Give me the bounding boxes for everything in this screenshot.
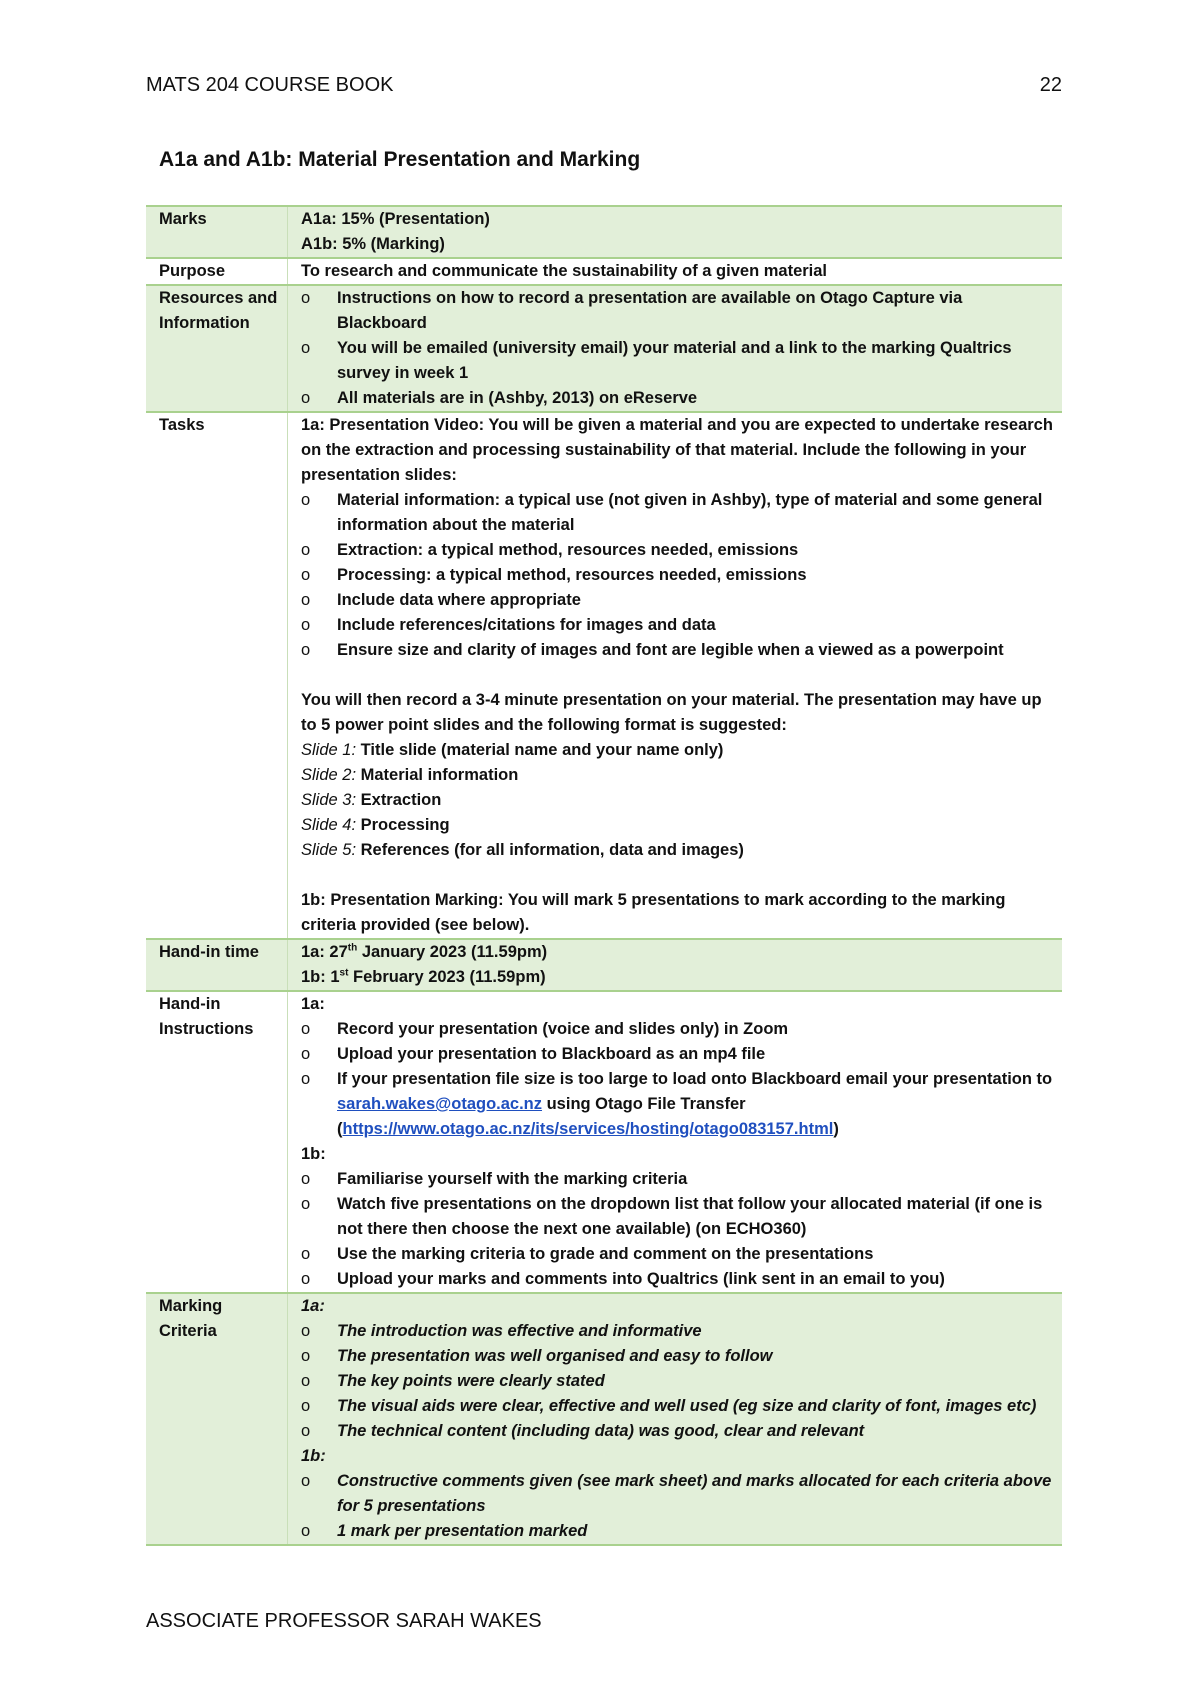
marks-content <box>288 206 1063 258</box>
list-item: o Ensure size and clarity of images and font are legible when a viewed as a powerpoint <box>301 638 1056 663</box>
bullet-icon: o <box>301 1422 311 1440</box>
page-number: 22 <box>1039 74 1062 96</box>
bullet-icon: o <box>301 1397 311 1415</box>
list-item: o Material information: a typical use (not given in Ashby), type of material and some general information about the material <box>301 488 1056 538</box>
list-item: o The presentation was well organised and easy to follow <box>301 1344 1056 1369</box>
criteria-1b-heading: 1b: <box>301 1447 326 1465</box>
page-footer: ASSOCIATE PROFESSOR SARAH WAKES <box>146 1610 542 1632</box>
label-handin-time: Hand-in time <box>146 939 288 991</box>
slide-line: Slide 5: References (for all information, data and images) <box>301 841 744 859</box>
list-item: o Instructions on how to record a presentation are available on Otago Capture via Blackboard <box>301 286 1056 336</box>
label-tasks: Tasks <box>146 412 288 939</box>
list-item: o The key points were clearly stated <box>301 1369 1056 1394</box>
marking-criteria-content <box>288 1293 1063 1545</box>
bullet-icon: o <box>301 541 311 559</box>
bullet-icon: o <box>301 641 311 659</box>
row-purpose <box>146 258 1062 285</box>
list-item: o Familiarise yourself with the marking criteria <box>301 1167 1056 1192</box>
bullet-icon: o <box>301 1170 311 1188</box>
bullet-icon: o <box>301 1020 311 1038</box>
tasks-content <box>288 412 1063 939</box>
resources-list <box>288 285 1063 412</box>
bullet-icon: o <box>301 339 311 357</box>
section-title: A1a and A1b: Material Presentation and Marking <box>159 148 641 171</box>
row-marking-criteria <box>146 1293 1062 1545</box>
bullet-icon: o <box>301 491 311 509</box>
list-item: o If your presentation file size is too large to load onto Blackboard email your presentation to sarah.wakes@otago.ac.nz using Otago File Transfer (https://www.otago.ac.nz/its/services/hosting/otago083157.html) <box>301 1067 1056 1142</box>
bullet-icon: o <box>301 566 311 584</box>
assignment-table <box>146 205 1062 1546</box>
email-link[interactable]: sarah.wakes@otago.ac.nz <box>337 1095 543 1113</box>
criteria-1a-heading: 1a: <box>301 1297 325 1315</box>
bullet-icon: o <box>301 289 311 307</box>
bullet-icon: o <box>301 616 311 634</box>
bullet-icon: o <box>301 1245 311 1263</box>
handin-1a-heading: 1a: <box>301 995 325 1013</box>
slide-line: Slide 3: Extraction <box>301 791 442 809</box>
list-item: o Extraction: a typical method, resources needed, emissions <box>301 538 1056 563</box>
bullet-icon: o <box>301 1522 311 1540</box>
bullet-icon: o <box>301 1045 311 1063</box>
handin-instructions-content <box>288 991 1063 1293</box>
label-resources: Resources and Information <box>146 285 288 412</box>
tasks-record-text: You will then record a 3-4 minute presentation on your material. The presentation may have up to 5 power point slides and the following format is suggested: <box>301 691 1042 734</box>
handin-1b-heading: 1b: <box>301 1145 326 1163</box>
bullet-icon: o <box>301 1195 311 1213</box>
list-item: o You will be emailed (university email) your material and a link to the marking Qualtrics survey in week 1 <box>301 336 1056 386</box>
handin-time-1b: 1b: 1st February 2023 (11.59pm) <box>301 967 546 986</box>
tasks-intro: 1a: Presentation Video: You will be given a material and you are expected to undertake research on the extraction and processing sustainability of that material. Include the following in your presentation slides: <box>301 416 1053 484</box>
list-item: o Record your presentation (voice and slides only) in Zoom <box>301 1017 1056 1042</box>
handin-time-1a: 1a: 27th January 2023 (11.59pm) <box>301 942 548 961</box>
list-item: o All materials are in (Ashby, 2013) on eReserve <box>301 386 1056 411</box>
slide-line: Slide 2: Material information <box>301 766 519 784</box>
page-header <box>146 74 1062 104</box>
list-item: o The technical content (including data) was good, clear and relevant <box>301 1419 1056 1444</box>
bullet-icon: o <box>301 1472 311 1490</box>
course-book-title: MATS 204 COURSE BOOK <box>146 74 394 96</box>
row-handin-instructions <box>146 991 1062 1293</box>
marks-a1b: A1b: 5% (Marking) <box>301 235 445 253</box>
label-marks: Marks <box>146 206 288 258</box>
slide-line: Slide 4: Processing <box>301 816 450 834</box>
tasks-marking-1b: 1b: Presentation Marking: You will mark 5 presentations to mark according to the marking criteria provided (see below). <box>301 891 1006 934</box>
handin-time-content <box>288 939 1063 991</box>
list-item: o Include references/citations for images and data <box>301 613 1056 638</box>
bullet-icon: o <box>301 1070 311 1088</box>
label-purpose: Purpose <box>146 258 288 285</box>
purpose-text: To research and communicate the sustainability of a given material <box>288 258 1063 285</box>
row-tasks <box>146 412 1062 939</box>
bullet-icon: o <box>301 1347 311 1365</box>
bullet-icon: o <box>301 1372 311 1390</box>
bullet-icon: o <box>301 1270 311 1288</box>
list-item: o Upload your presentation to Blackboard as an mp4 file <box>301 1042 1056 1067</box>
bullet-icon: o <box>301 591 311 609</box>
row-marks <box>146 206 1062 258</box>
list-item: o Include data where appropriate <box>301 588 1056 613</box>
bullet-icon: o <box>301 1322 311 1340</box>
list-item: o Constructive comments given (see mark sheet) and marks allocated for each criteria above for 5 presentations <box>301 1469 1056 1519</box>
slide-line: Slide 1: Title slide (material name and your name only) <box>301 741 724 759</box>
list-item: o 1 mark per presentation marked <box>301 1519 1056 1544</box>
list-item: o Processing: a typical method, resources needed, emissions <box>301 563 1056 588</box>
row-handin-time <box>146 939 1062 991</box>
list-item: o Use the marking criteria to grade and comment on the presentations <box>301 1242 1056 1267</box>
list-item: o The introduction was effective and informative <box>301 1319 1056 1344</box>
label-handin-instructions: Hand-in Instructions <box>146 991 288 1293</box>
marks-a1a: A1a: 15% (Presentation) <box>301 210 490 228</box>
list-item: o The visual aids were clear, effective and well used (eg size and clarity of font, images etc) <box>301 1394 1056 1419</box>
label-marking-criteria: Marking Criteria <box>146 1293 288 1545</box>
row-resources <box>146 285 1062 412</box>
file-transfer-link[interactable]: https://www.otago.ac.nz/its/services/hosting/otago083157.html <box>342 1120 834 1138</box>
list-item: o Upload your marks and comments into Qualtrics (link sent in an email to you) <box>301 1267 1056 1292</box>
list-item: o Watch five presentations on the dropdown list that follow your allocated material (if one is not there then choose the next one available) (on ECHO360) <box>301 1192 1056 1242</box>
bullet-icon: o <box>301 389 311 407</box>
